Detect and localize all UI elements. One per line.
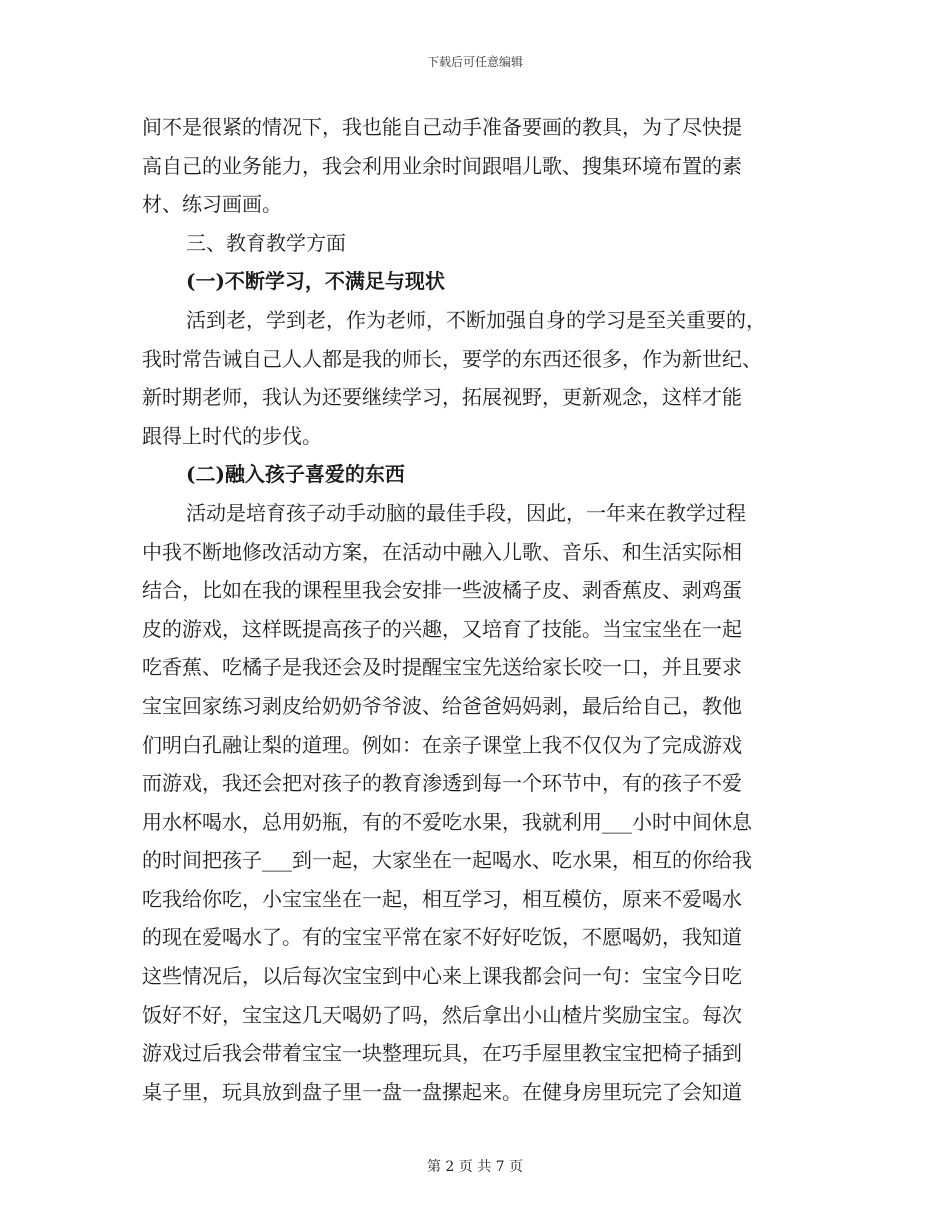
paragraph-line: 吃我给你吃，小宝宝坐在一起，相互学习，相互模仿，原来不爱喝水	[142, 886, 742, 911]
paragraph-line: 中我不断地修改活动方案，在活动中融入儿歌、音乐、和生活实际相	[142, 539, 742, 564]
paragraph-line: 间不是很紧的情况下，我也能自己动手准备要画的教具，为了尽快提	[142, 115, 742, 139]
paragraph-line: 我时常告诫自己人人都是我的师长，要学的东西还很多，作为新世纪、	[142, 346, 762, 371]
paragraph-line: 桌子里，玩具放到盘子里一盘一盘摞起来。在健身房里玩完了会知道	[142, 1079, 742, 1104]
paragraph-line: 新时期老师，我认为还要继续学习，拓展视野，更新观念，这样才能	[142, 385, 742, 410]
section-subheading: (二)融入孩子喜爱的东西	[186, 462, 405, 487]
paragraph-line: 吃香蕉、吃橘子是我还会及时提醒宝宝先送给家长咬一口，并且要求	[142, 655, 742, 680]
paragraph-first-line: 三、教育教学方面	[186, 230, 346, 255]
section-subheading: (一)不断学习，不满足与现状	[186, 269, 445, 294]
paragraph-first-line: 活动是培育孩子动手动脑的最佳手段，因此，一年来在教学过程	[186, 500, 746, 525]
paragraph-line: 跟得上时代的步伐。	[142, 423, 322, 448]
paragraph-line: 而游戏，我还会把对孩子的教育渗透到每一个环节中，有的孩子不爱	[142, 771, 742, 796]
paragraph-line: 宝宝回家练习剥皮给奶奶爷爷波、给爸爸妈妈剥，最后给自己，教他	[142, 693, 742, 718]
paragraph-line: 饭好不好，宝宝这几天喝奶了吗，然后拿出小山楂片奖励宝宝。每次	[142, 1002, 742, 1027]
paragraph-line: 游戏过后我会带着宝宝一块整理玩具，在巧手屋里教宝宝把椅子插到	[142, 1041, 742, 1066]
paragraph-line: 高自己的业务能力，我会利用业余时间跟唱儿歌、搜集环境布置的素	[142, 153, 742, 178]
paragraph-line: 的现在爱喝水了。有的宝宝平常在家不好好吃饭，不愿喝奶，我知道	[142, 925, 742, 950]
paragraph-line: 材、练习画画。	[142, 192, 282, 217]
paragraph-line: 皮的游戏，这样既提高孩子的兴趣，又培育了技能。当宝宝坐在一起	[142, 616, 742, 641]
page-number-footer: 第 2 页 共 7 页	[426, 1159, 524, 1175]
paragraph-line: 这些情况后，以后每次宝宝到中心来上课我都会问一句：宝宝今日吃	[142, 964, 742, 989]
paragraph-line: 们明白孔融让梨的道理。例如：在亲子课堂上我不仅仅为了完成游戏	[142, 732, 742, 757]
paragraph-line: 的时间把孩子___到一起，大家坐在一起喝水、吃水果，相互的你给我	[142, 848, 752, 873]
page-header-note: 下载后可任意编辑	[426, 55, 523, 69]
paragraph-line: 用水杯喝水，总用奶瓶，有的不爱吃水果，我就利用___小时中间休息	[142, 809, 752, 834]
paragraph-first-line: 活到老，学到老，作为老师，不断加强自身的学习是至关重要的，	[186, 307, 766, 332]
paragraph-line: 结合，比如在我的课程里我会安排一些波橘子皮、剥香蕉皮、剥鸡蛋	[142, 578, 742, 603]
document-body	[142, 108, 810, 1111]
